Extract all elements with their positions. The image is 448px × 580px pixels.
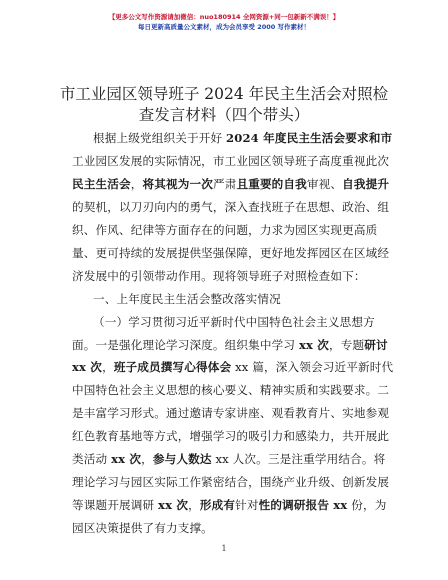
text-run: （一）学习贯彻习近平新时代中国特色社会主义思想方 (93, 315, 375, 329)
body-line (72, 200, 389, 214)
bold-text: xx 次 (111, 452, 142, 466)
body-line (72, 452, 385, 466)
promo-banner-line-1: 【更多公文写作资源请加微信：nuo180914 全网资源+同一包新新不满误！】 (108, 13, 340, 21)
body-line (72, 154, 389, 168)
bold-text: 民主生活会 (72, 177, 131, 191)
body-line (72, 269, 366, 283)
body-line (93, 292, 281, 306)
promo-banner-line-2: 每日更新高质量公文素材，成为会员享受 2000 写作素材！ (137, 23, 311, 31)
bold-text: 性的调研报告 xx (258, 498, 348, 512)
bold-text: 将其视为一次 (142, 177, 213, 191)
bold-text: 班子成员撰写心得体会 (113, 360, 232, 374)
body-line (72, 521, 213, 535)
text-run: 量、更可持续的发展提供坚强保障，更好地发挥园区在区域经 (72, 246, 390, 260)
body-line (72, 383, 389, 397)
bold-text: 2024 年度民主生活会要求和市 (226, 131, 393, 145)
text-run: xx 篇，深入领会习近平新时代 (231, 360, 394, 374)
body-line (93, 131, 392, 145)
text-run: 济发展中的引领带动作用。现将领导班子对照检查如下： (72, 269, 366, 283)
bold-text: xx 次 (298, 338, 330, 352)
body-line (72, 429, 389, 443)
text-run: 园区决策提供了有力支撑。 (72, 521, 213, 535)
text-run: 一、上年度民主生活会整改落实情况 (93, 292, 281, 306)
bold-text: xx 次 (72, 360, 103, 374)
text-run: 理论学习与园区实际工作紧密结合，围绕产业升级、创新发展 (72, 475, 390, 489)
bold-text: 自我提升 (342, 177, 390, 191)
text-run: ， (102, 360, 114, 374)
text-run: xx 人次。三是注重学用结合。将 (211, 452, 386, 466)
text-run: ，专题 (329, 338, 365, 352)
text-run: 红色教育基地等方式，增强学习的吸引力和感染力，共开展此 (72, 429, 390, 443)
text-run: 份，为 (347, 498, 387, 512)
body-line (72, 223, 377, 237)
text-run: ， (141, 452, 153, 466)
text-run: 针对 (235, 498, 259, 512)
bold-text: xx 次 (158, 498, 189, 512)
text-run: 面。一是强化理论学习深度。组织集中学习 (72, 338, 299, 352)
text-run: 工业园区发展的实际情况，市工业园区领导班子高度重视此次 (72, 154, 390, 168)
document-title-line-1: 市工业园区领导班子 2024 年民主生活会对照检 (59, 85, 389, 103)
text-run: 的契机，以刀刃向内的勇气，深入查找班子在思想、政治、组 (72, 200, 390, 214)
text-run: 根据上级党组织关于开好 (93, 131, 227, 145)
bold-text: 且重要的自我 (236, 177, 307, 191)
text-run: ， (188, 498, 200, 512)
body-line (93, 315, 375, 329)
text-run: 中国特色社会主义思想的核心要义、精神实质和实践要求。二 (72, 383, 390, 397)
bold-text: 形成有 (199, 498, 236, 512)
body-line (72, 246, 389, 260)
body-line (72, 338, 388, 352)
body-line (72, 406, 389, 420)
body-line (72, 177, 389, 191)
text-run: 严肃 (212, 177, 237, 191)
text-run: 等课题开展调研 (72, 498, 159, 512)
bold-text: 研讨 (364, 338, 388, 352)
body-line (72, 360, 393, 374)
bold-text: 参与人数达 (152, 452, 212, 466)
text-run: ， (130, 177, 143, 191)
page-number: 1 (221, 544, 227, 553)
body-line (72, 475, 389, 489)
document-title-line-2: 查发言材料（四个带头） (138, 106, 310, 124)
text-run: 审视、 (306, 177, 343, 191)
body-line (72, 498, 386, 512)
text-run: 是丰富学习形式。通过邀请专家讲座、观看教育片、实地参观 (72, 406, 390, 420)
text-run: 类活动 (72, 452, 112, 466)
text-run: 织、作风、纪律等方面存在的问题，力求为园区实现更高质 (72, 223, 378, 237)
